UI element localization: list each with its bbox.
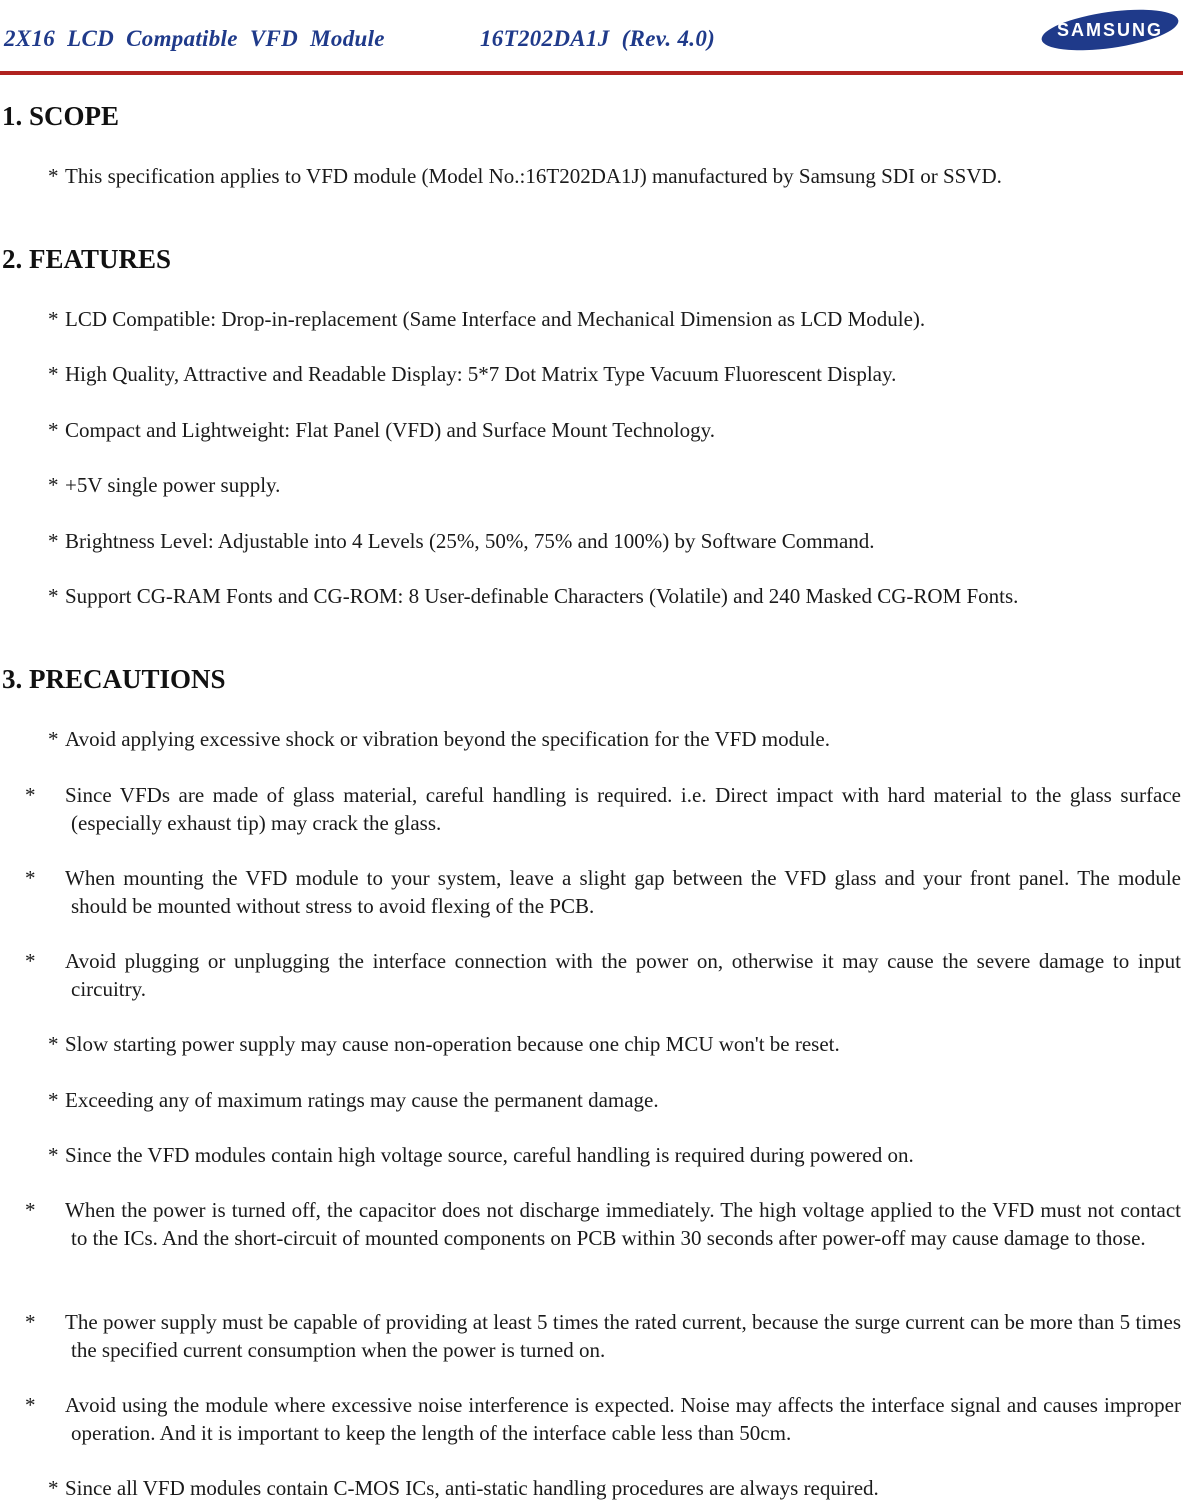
bullet-marker: * [48, 164, 59, 188]
list-item: * High Quality, Attractive and Readable Display: 5*7 Dot Matrix Type Vacuum Fluorescent Display. [48, 362, 897, 386]
list-item: * When the power is turned off, the capacitor does not discharge immediately. The high voltage applied to the VFD must not contact to the ICs. And the short-circuit of mounted components on PCB within 30 seconds after power-off may cause damage to those. [25, 1198, 1181, 1250]
bullet-marker: * [48, 1143, 59, 1167]
bullet-marker: * [48, 307, 59, 331]
list-item: * Avoid plugging or unplugging the interface connection with the power on, otherwise it may cause the severe damage to input circuitry. [25, 949, 1181, 1001]
section-title-scope: 1. SCOPE [2, 101, 120, 131]
bullet-marker: * [48, 1476, 59, 1500]
list-item: * Support CG-RAM Fonts and CG-ROM: 8 User-definable Characters (Volatile) and 240 Masked CG-ROM Fonts. [48, 584, 1019, 608]
page-header [0, 0, 1183, 76]
bullet-marker: * [48, 473, 59, 497]
list-item: * Exceeding any of maximum ratings may cause the permanent damage. [48, 1088, 659, 1112]
bullet-marker: * [48, 584, 59, 608]
header-rule [0, 71, 1183, 75]
bullet-marker: * [48, 362, 59, 386]
bullet-marker: * [25, 783, 36, 807]
list-item: * Since VFDs are made of glass material, careful handling is required. i.e. Direct impact with hard material to the glass surface (especially exhaust tip) may crack the glass. [25, 783, 1181, 835]
list-item: * +5V single power supply. [48, 473, 281, 497]
bullet-marker: * [25, 949, 36, 973]
bullet-marker: * [48, 1088, 59, 1112]
list-item: * LCD Compatible: Drop-in-replacement (Same Interface and Mechanical Dimension as LCD Module). [48, 307, 926, 331]
list-item: * Since the VFD modules contain high voltage source, careful handling is required during powered on. [48, 1143, 914, 1167]
list-item: * When mounting the VFD module to your system, leave a slight gap between the VFD glass and your front panel. The module should be mounted without stress to avoid flexing of the PCB. [25, 866, 1181, 918]
list-item: * Brightness Level: Adjustable into 4 Levels (25%, 50%, 75% and 100%) by Software Command. [48, 529, 875, 553]
document-title: 2X16 LCD Compatible VFD Module [4, 26, 385, 51]
list-item: * Compact and Lightweight: Flat Panel (VFD) and Surface Mount Technology. [48, 418, 715, 442]
section-title-precautions: 3. PRECAUTIONS [2, 664, 226, 694]
samsung-logo-text: SAMSUNG [1056, 20, 1164, 40]
bullet-marker: * [25, 1310, 36, 1334]
list-item: * This specification applies to VFD module (Model No.:16T202DA1J) manufactured by Samsung SDI or SSVD. [48, 164, 1002, 188]
bullet-marker: * [25, 1198, 36, 1222]
list-item: * Slow starting power supply may cause non-operation because one chip MCU won't be reset. [48, 1032, 840, 1056]
list-item: * Avoid using the module where excessive noise interference is expected. Noise may affects the interface signal and causes improper operation. And it is important to keep the length of the interface cable less than 50cm. [25, 1393, 1181, 1445]
bullet-marker: * [48, 727, 59, 751]
list-item: * The power supply must be capable of providing at least 5 times the rated current, because the surge current can be more than 5 times the specified current consumption when the power is turned on. [25, 1310, 1181, 1362]
model-revision: 16T202DA1J (Rev. 4.0) [480, 26, 716, 51]
list-item: * Since all VFD modules contain C-MOS ICs, anti-static handling procedures are always required. [48, 1476, 879, 1500]
list-item: * Avoid applying excessive shock or vibration beyond the specification for the VFD module. [48, 727, 830, 751]
bullet-marker: * [25, 866, 36, 890]
bullet-marker: * [48, 529, 59, 553]
bullet-marker: * [48, 1032, 59, 1056]
section-title-features: 2. FEATURES [2, 244, 172, 274]
bullet-marker: * [48, 418, 59, 442]
samsung-logo [1040, 8, 1180, 52]
bullet-marker: * [25, 1393, 36, 1417]
